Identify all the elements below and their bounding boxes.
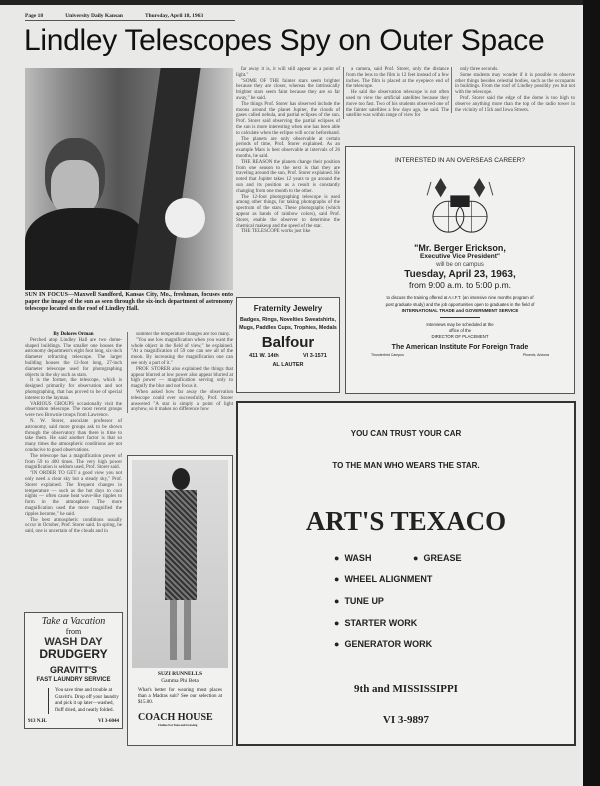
- article-column-2: [127, 332, 233, 413]
- model-name: SUZI RUNNELLS: [157, 671, 203, 677]
- logo-tagline: Clothes For Teen and Growing: [158, 723, 198, 727]
- paragraph: only three seconds.: [460, 67, 499, 72]
- ad-slogan: from: [65, 627, 82, 636]
- arts-texaco-ad: [236, 401, 576, 746]
- service-item: ● GREASE: [413, 553, 462, 563]
- student-telescope-photo: [25, 68, 233, 290]
- gravitts-laundry-ad: [24, 612, 123, 729]
- business-address: 411 W. 14th: [249, 353, 279, 359]
- service-label: GREASE: [423, 553, 462, 563]
- paragraph: He said the observation telescope is not often used to view the artificial satellites because they move too fast. Two of his students observed one of the fainter satellites a few days ago, he said. The satellite was within range of view for: [346, 90, 449, 119]
- paragraph: VARIOUS GROUPS occasionally visit the observation telescope. The most recent groups were two Brownie troops from Lawrence.: [25, 401, 122, 419]
- paragraph: Perched atop Lindley Hall are two dome-shaped buildings. The smaller one houses the astronomy department's eight foot long, six-inch diameter refracting telescope. The larger building houses the 12-foot long, 27-inch diameter telescope used for photographing objects in the sky such as stars.: [25, 337, 122, 378]
- ad-heading: INTERESTED IN AN OVERSEAS CAREER?: [394, 157, 526, 164]
- paragraph: Some students may wonder if it is possible to observe other things besides celestial bodies, such as the occupants in buildings. From the roof of Lindley possibly yes but not with the telescope.: [455, 72, 575, 96]
- ad-body: You save time and trouble at Gravitt's. Drop off your laundry and pick it up later—washed, fluff dried, and neatly folded.: [48, 688, 119, 714]
- contact-name: AL LAUTER: [272, 362, 304, 368]
- service-item: ● WHEEL ALIGNMENT: [334, 574, 433, 584]
- model-sorority: Gamma Phi Beta: [161, 678, 199, 684]
- business-name: ART'S TEXACO: [305, 506, 507, 536]
- business-address: 9th and MISSISSIPPI: [354, 683, 458, 695]
- paragraph: a camera, said Prof. Storer, only the distance from the lens to the film is 12 feet instead of a few inches. The film is placed at the eyepiece end of the telescope.: [346, 67, 449, 90]
- paragraph: The planets are only observable at certain periods of time, Prof. Storer explained. As an example Mars is best observable at intervals of 26 months, he said.: [236, 136, 340, 159]
- service-item: ● GENERATOR WORK: [334, 639, 433, 649]
- model-photo: [132, 460, 228, 668]
- service-label: TUNE UP: [344, 596, 384, 606]
- paragraph: "SOME OF THE fainter stars seem brighter because they are closer, whereas the intrinsically brighter stars seem faint because they are so far away," he said.: [236, 78, 340, 101]
- institute-name: The American Institute For Foreign Trade: [391, 344, 529, 351]
- ad-body: to discuss the training offered at A.I.F.T. (an intensive nine months program of post graduate study) and the job opportunities open to graduates in the field of: [385, 295, 535, 307]
- aift-overseas-career-ad: [345, 146, 575, 394]
- director-of-placement: DIRECTOR OF PLACEMENT: [431, 334, 489, 339]
- paragraph: "IN ORDER TO GET a good view you not only need a clear sky but a steady sky," Prof. Storer explained. The frequent changes in temperature — such as the hot days to cool nights — often cause heat wave-like ripples to form in the atmosphere. The more magnification used the more magnified the ripples become," he said.: [25, 471, 122, 517]
- ad-slogan: DRUDGERY: [39, 647, 108, 661]
- paragraph: THE TELESCOPE works just like: [241, 229, 311, 235]
- interview-note: Interviews may be scheduled at the office of the: [426, 322, 494, 333]
- paragraph: PROF. STORER also explained the things that appear blurred at low power also appear blurred at high power — magnification serving only to magnify the blur and not focus it.: [131, 366, 233, 390]
- ad-slogan: TO THE MAN WHO WEARS THE STAR.: [332, 461, 480, 470]
- paragraph: THE REASON the planets change their position from one season to the next is that they are traveling around the sun, Prof. Storer explained. He noted that Jupiter takes 12 years to go around the sun and its position as a result is constantly changing from one month to the other.: [236, 159, 340, 194]
- ad-slogan: WASH DAY: [44, 636, 103, 648]
- masthead: [25, 13, 235, 21]
- service-item: ● TUNE UP: [334, 596, 384, 606]
- coach-house-ad: [127, 455, 233, 746]
- speaker-title: Executive Vice President": [420, 253, 500, 260]
- business-name: GRAVITT'S: [50, 665, 97, 675]
- visit-time: from 9:00 a.m. to 5:00 p.m.: [408, 280, 512, 290]
- brand-name: Balfour: [261, 334, 315, 351]
- ad-slogan: Take a Vacation: [41, 616, 106, 627]
- business-phone: VI 3-9897: [382, 714, 430, 726]
- ad-body-emphasis: INTERNATIONAL TRADE and GOVERNMENT SERVICE: [401, 308, 519, 313]
- visit-date: Tuesday, April 23, 1963,: [404, 269, 516, 280]
- paragraph: N. W. Storer, associate professor of astronomy, said more groups ask to be shown through the observatory than there is time to take them. He said another factor is that so many times the atmospheric conditions are not conducive to good observations.: [25, 418, 122, 453]
- business-tagline: FAST LAUNDRY SERVICE: [36, 677, 111, 683]
- paragraph: summer the temperature changes are too many.: [136, 332, 231, 337]
- article-column-3: [236, 67, 340, 235]
- paragraph: The best atmospheric conditions usually occur in October, Prof. Storer said. In spring, he said, one is uncertain of the clouds and in: [25, 517, 122, 535]
- service-label: WASH: [344, 553, 372, 563]
- paragraph: "You use low magnification when you want the whole object in the field of view," he explained. "At a magnification of 59 one can see all of the moon. By increasing the magnification one can see only a part of it.": [131, 337, 233, 366]
- paragraph: The telescope has a magnification power of from 59 to 400 times. The very high power magnification is seldom used, Prof. Storer said.: [25, 453, 122, 471]
- business-phone: VI 3-6044: [98, 719, 119, 724]
- paragraph: The things Prof. Storer has observed include the moons around the planet Jupiter, the clouds of gases called nebula, and partial eclipses of the sun. Prof. Storer said observing the partial eclipses of the sun is more interesting when one has been able to calculate when the eclipse will occur beforehand.: [236, 101, 340, 136]
- article-column-4: [343, 67, 449, 119]
- business-phone: VI 3-1571: [303, 353, 327, 359]
- coach-ad-text: [128, 671, 232, 727]
- issue-date: Thursday, April 18, 1963: [144, 13, 204, 19]
- service-label: STARTER WORK: [344, 618, 418, 628]
- ad-body: What's better for wearing most places than a Madras suit? See our selection at $15.00.: [138, 688, 222, 705]
- service-label: WHEEL ALIGNMENT: [344, 574, 433, 584]
- paragraph: The 12-foot photographing telescope is used among other things, for taking photographs of the spectrum of the stars. These photographs (which appear as bands of rainbow colors), said Prof. Storer, enable the observer to determine the chemical makeup and the speed of the star.: [236, 194, 340, 229]
- photo-caption: SUN IN FOCUS—Maxwell Sandford, Kansas City, Mo., freshman, focuses onto paper the image of the sun as seen through the six-inch department of astronomy telescope located on the roof of Lindley Hall.: [25, 292, 233, 313]
- balfour-jewelry-ad: [236, 297, 340, 393]
- article-column-5: [451, 67, 575, 113]
- paragraph: far away it is, it will still appear as a point of light.": [236, 67, 340, 78]
- headline: Lindley Telescopes Spy on Outer Space: [24, 24, 545, 57]
- paper-name: University Daily Kansan: [65, 13, 123, 19]
- paragraph: It is the former, the telescope, which is designed primarily for observation and not photographing, that has proved to be of special interest to the layman.: [25, 378, 122, 401]
- institute-location: Phoenix, Arizona: [522, 353, 549, 357]
- service-item: ● WASH: [334, 553, 372, 563]
- ad-items: Badges, Rings, Novelties Sweatshirts, Mugs, Paddles Cups, Trophies, Medals: [239, 317, 337, 331]
- article-column-1: [25, 332, 122, 535]
- visit-note: will be on campus: [436, 262, 484, 268]
- service-label: GENERATOR WORK: [344, 639, 433, 649]
- service-item: ● STARTER WORK: [334, 618, 418, 628]
- ad-slogan: YOU CAN TRUST YOUR CAR: [350, 429, 462, 438]
- paragraph: Prof. Storer said the edge of the dome is too high to observe anything more than the top of the radio tower in the vicinity of 15th and Iowa Streets.: [455, 95, 575, 113]
- page-top-border: [0, 0, 600, 5]
- business-address: 913 N.H.: [28, 719, 47, 724]
- byline: By Dolores Orman: [53, 332, 94, 337]
- page-number: Page 18: [25, 13, 44, 19]
- coach-house-logo: COACH HOUSE: [138, 712, 213, 723]
- globes-flags-logo: [420, 178, 500, 236]
- speaker-name: "Mr. Berger Erickson,: [414, 243, 506, 253]
- paragraph: When asked how far away the observation telescope could ever successfully, Prof. Storer answered "A star is simply a point of light anyhow, so it makes no difference how: [131, 389, 233, 413]
- page-right-border: [583, 0, 600, 786]
- ad-title: Fraternity Jewelry: [253, 304, 323, 313]
- campus-name: Thunderbird Campus: [371, 353, 404, 357]
